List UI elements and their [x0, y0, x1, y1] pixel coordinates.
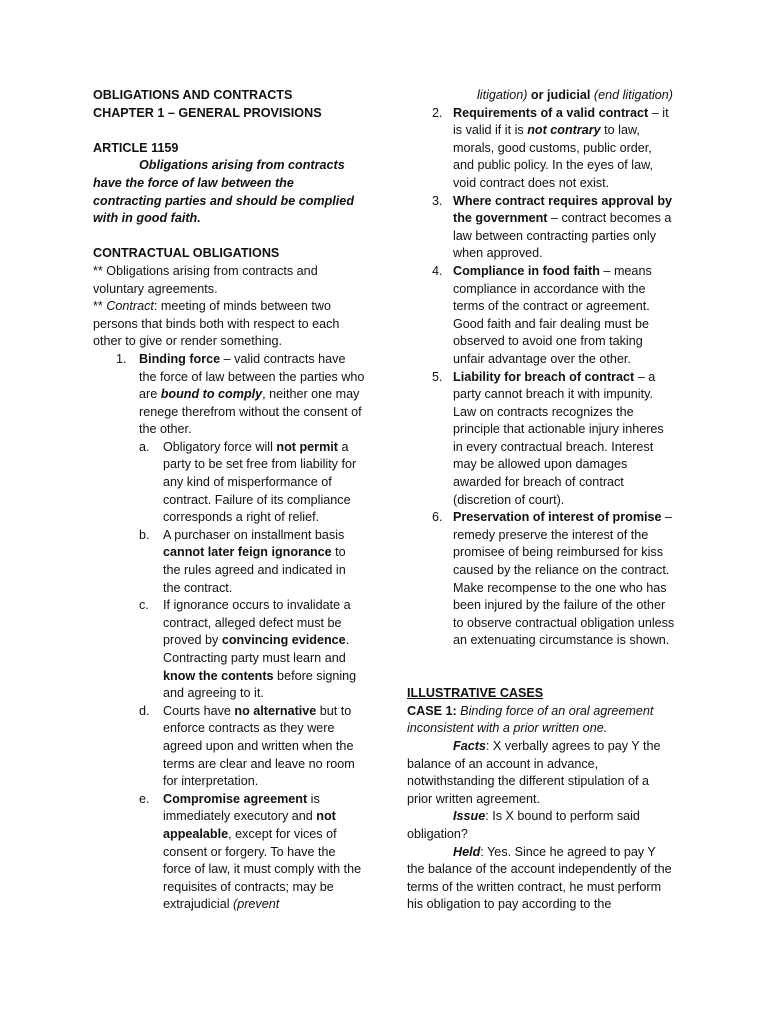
sub-list-item: a. Obligatory force will not permit a party to be set free from liability for any kind of misperformance of contract. Failure of its compliance corresponds a right of relief.	[139, 439, 357, 525]
list-item: 4. Compliance in food faith – means compliance in accordance with the terms of the contract or agreement. Good faith and fair dealing must be observed to avoid one from taking unfair advantage over the other.	[432, 263, 652, 366]
numbered-list	[407, 105, 675, 650]
sub-list-item: b. A purchaser on installment basis cannot later feign ignorance to the rules agreed and indicated in the contract.	[139, 527, 346, 595]
case1-held: Held: Yes. Since he agreed to pay Y the balance of the account independently of the terms of the written contract, he must perform his obligation to pay according to the	[407, 844, 672, 912]
note-contract: ** Contract: meeting of minds between two persons that binds both with respect to each other to give or render something.	[93, 299, 340, 349]
case1-title: CASE 1: Binding force of an oral agreement inconsistent with a prior written one.	[407, 703, 654, 736]
case1-facts: Facts: X verbally agrees to pay Y the balance of an account in advance, notwithstanding the different stipulation of a prior written agreement.	[407, 738, 661, 806]
left-column	[93, 87, 365, 914]
list-item: 2. Requirements of a valid contract – it is valid if it is not contrary to law, morals, good customs, public order, and public policy. In the eyes of law, void contract does not exist.	[432, 105, 669, 190]
sub-list-item: c. If ignorance occurs to invalidate a contract, alleged defect must be proved by convincing evidence. Contracting party must learn and know the contents before signing and agreeing to it.	[139, 598, 357, 701]
list-item: 3. Where contract requires approval by the government – contract becomes a law between contracting parties only when approved.	[432, 193, 673, 261]
binding-force-list	[93, 351, 365, 914]
document-title: OBLIGATIONS AND CONTRACTS	[93, 88, 293, 102]
cases-heading: ILLUSTRATIVE CASES	[407, 686, 544, 701]
chapter-title: CHAPTER 1 – GENERAL PROVISIONS	[93, 105, 322, 120]
list-item: 6. Preservation of interest of promise – remedy preserve the interest of the promisee of being reimbursed for kiss caused by the reliance on the contract. Make recompense to the one who has been injured by the failure of the other to observe contractual obligation unless an extenuating circumstance is shown.	[432, 510, 675, 648]
note-obligations: ** Obligations arising from contracts and voluntary agreements.	[93, 263, 318, 296]
article-heading: ARTICLE 1159	[93, 140, 179, 155]
section-heading: CONTRACTUAL OBLIGATIONS	[93, 246, 280, 261]
case1-issue: Issue: Is X bound to perform said obligation?	[407, 809, 640, 841]
list-item: 1. Binding force – valid contracts have the force of law between the parties who are bound to comply, neither one may renege therefrom without the consent of the other. a. Obligatory force will not permit a party to be set free from liability for any kind of misperformance of contract. Failure of its compliance corresponds a right of relief. b. A purchaser on installment basis cannot later feign ignorance to the rules agreed and indicated in the contract. c. If ignorance occurs to invalidate a contract, alleged defect must be proved by convincing evidence. Contracting party must learn and know the contents before signing and agreeing to it. d. Courts have no alternative but to enforce contracts as they were agreed upon and written when the terms are clear and leave no room for interpretation. e. Compromise agreement is immediately executory and not appealable, except for vices of consent or forgery. To have the force of law, it must comply with the requisites of contracts; may be extrajudicial (prevent	[93, 351, 365, 914]
contract-term: Contract	[106, 299, 154, 314]
sub-list	[139, 439, 365, 914]
sub-list-item: e. Compromise agreement is immediately executory and not appealable, except for vices of consent or forgery. To have the force of law, it must comply with the requisites of contracts; may be extrajudicial (prevent	[139, 791, 362, 912]
right-column	[407, 87, 675, 914]
sub-list-item: d. Courts have no alternative but to enforce contracts as they were agreed upon and written when the terms are clear and leave no room for interpretation.	[139, 703, 355, 789]
article-text: Obligations arising from contracts have the force of law between the contracting parties and should be complied with in good faith.	[93, 158, 355, 226]
continued-text: litigation) or judicial (end litigation)	[477, 88, 673, 102]
list-item: 5. Liability for breach of contract – a party cannot breach it with impunity. Law on contracts recognizes the principle that actionable injury inheres in every contractual breach. Interest may be allowed upon damages awarded for breach of contract (discretion of court).	[432, 369, 664, 507]
